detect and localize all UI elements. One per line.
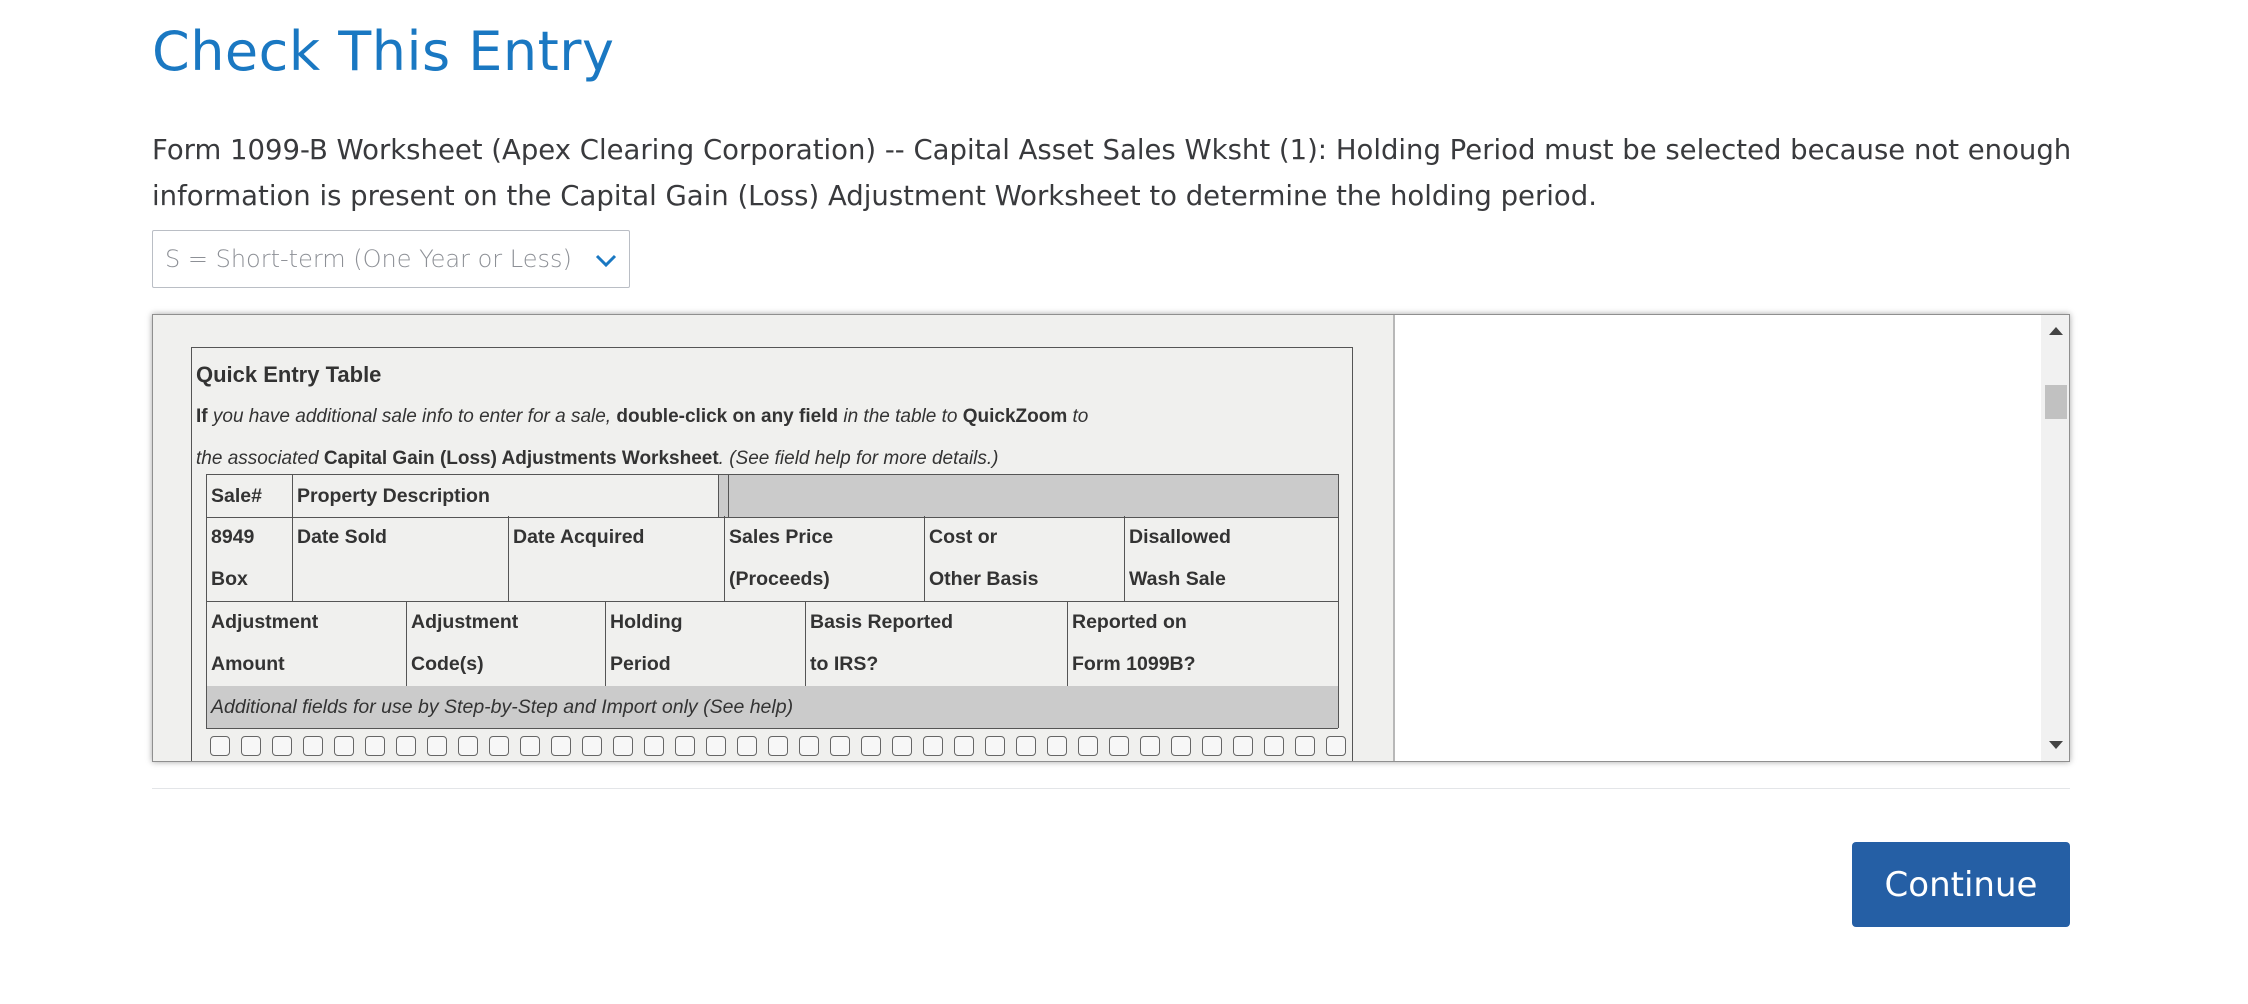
quick-entry-title: Quick Entry Table xyxy=(196,362,382,387)
header-sales-price-l1: Sales Price xyxy=(729,526,834,548)
quick-entry-instructions-line1 xyxy=(196,406,1088,428)
additional-field-checkbox[interactable] xyxy=(613,736,633,756)
additional-field-checkbox[interactable] xyxy=(1109,736,1129,756)
header-adjustment-codes[interactable] xyxy=(406,601,605,686)
grid-right-border xyxy=(1338,474,1339,728)
header-8949-box-l1: 8949 xyxy=(211,526,255,548)
instr-double-click: double-click on any field xyxy=(616,406,839,427)
additional-field-checkbox[interactable] xyxy=(1047,736,1067,756)
holding-period-select[interactable] xyxy=(152,230,630,288)
header-adjustment-codes-l2: Code(s) xyxy=(411,653,484,675)
additional-field-checkbox[interactable] xyxy=(1078,736,1098,756)
additional-field-checkbox[interactable] xyxy=(1326,736,1346,756)
holding-period-select-value: S = Short-term (One Year or Less) xyxy=(165,245,572,273)
additional-field-checkbox[interactable] xyxy=(861,736,881,756)
header-basis-reported-l1: Basis Reported xyxy=(810,611,954,633)
header-cost-basis[interactable] xyxy=(924,516,1124,601)
scroll-down-arrow-icon[interactable] xyxy=(2049,741,2063,749)
header-adjustment-amount-l1: Adjustment xyxy=(211,611,319,633)
header-holding-period-l2: Period xyxy=(610,653,671,675)
quick-entry-instructions-line2 xyxy=(196,448,999,470)
header-row-4 xyxy=(206,686,1338,729)
continue-button[interactable]: Continue xyxy=(1852,842,2070,927)
header-reported-on-1099b-l2: Form 1099B? xyxy=(1072,653,1196,675)
additional-field-checkbox[interactable] xyxy=(1140,736,1160,756)
header-adjustment-amount-l2: Amount xyxy=(211,653,285,675)
additional-field-checkbox[interactable] xyxy=(830,736,850,756)
header-8949-box[interactable] xyxy=(206,516,292,601)
instr-worksheet-name: Capital Gain (Loss) Adjustments Worksheet xyxy=(323,448,719,469)
additional-field-checkbox[interactable] xyxy=(675,736,695,756)
additional-field-checkbox[interactable] xyxy=(396,736,416,756)
instr-text-2: in the table to xyxy=(838,406,963,427)
additional-field-checkbox[interactable] xyxy=(458,736,478,756)
additional-field-checkbox[interactable] xyxy=(923,736,943,756)
additional-field-checkbox[interactable] xyxy=(272,736,292,756)
instr-text-3: to xyxy=(1067,406,1089,427)
additional-field-checkbox[interactable] xyxy=(1233,736,1253,756)
header-date-sold[interactable]: Date Sold xyxy=(292,516,508,601)
additional-field-checkbox[interactable] xyxy=(1295,736,1315,756)
header-sale-no[interactable]: Sale# xyxy=(206,475,292,517)
additional-field-checkbox[interactable] xyxy=(892,736,912,756)
additional-field-checkbox[interactable] xyxy=(489,736,509,756)
additional-fields-note: Additional fields for use by Step-by-Step and Import only (See help) xyxy=(206,686,1338,728)
additional-field-checkbox[interactable] xyxy=(365,736,385,756)
additional-field-checkbox[interactable] xyxy=(1016,736,1036,756)
header-basis-reported[interactable] xyxy=(805,601,1067,686)
header-row-3 xyxy=(206,601,1338,687)
header-8949-box-l2: Box xyxy=(211,568,248,590)
additional-field-checkbox[interactable] xyxy=(737,736,757,756)
header-date-acquired[interactable]: Date Acquired xyxy=(508,516,724,601)
additional-field-checkbox[interactable] xyxy=(520,736,540,756)
section-divider xyxy=(152,788,2070,789)
additional-field-checkbox[interactable] xyxy=(985,736,1005,756)
form-pane xyxy=(153,315,1395,761)
header-spacer xyxy=(718,475,728,517)
header-basis-reported-l2: to IRS? xyxy=(810,653,879,675)
additional-field-checkbox[interactable] xyxy=(334,736,354,756)
header-sales-price-l2: (Proceeds) xyxy=(729,568,830,590)
additional-field-checkbox[interactable] xyxy=(303,736,323,756)
scroll-up-arrow-icon[interactable] xyxy=(2049,327,2063,335)
additional-field-checkbox[interactable] xyxy=(799,736,819,756)
additional-field-checkbox[interactable] xyxy=(954,736,974,756)
vertical-scrollbar[interactable] xyxy=(2041,315,2069,761)
header-holding-period-l1: Holding xyxy=(610,611,683,633)
quick-entry-grid xyxy=(206,474,1338,761)
additional-field-checkbox[interactable] xyxy=(210,736,230,756)
additional-field-checkbox[interactable] xyxy=(768,736,788,756)
header-wash-sale[interactable] xyxy=(1124,516,1338,601)
additional-field-checkbox[interactable] xyxy=(582,736,602,756)
instr-quickzoom: QuickZoom xyxy=(962,406,1068,427)
header-property-description[interactable]: Property Description xyxy=(292,475,718,517)
header-row-1 xyxy=(206,474,1338,518)
additional-field-checkbox[interactable] xyxy=(706,736,726,756)
scrollbar-thumb[interactable] xyxy=(2045,385,2067,419)
header-adjustment-codes-l1: Adjustment xyxy=(411,611,519,633)
form-viewer[interactable] xyxy=(152,314,2070,762)
additional-field-checkbox[interactable] xyxy=(1202,736,1222,756)
header-holding-period[interactable] xyxy=(605,601,805,686)
additional-field-checkbox[interactable] xyxy=(427,736,447,756)
header-cost-basis-l2: Other Basis xyxy=(929,568,1039,590)
header-wash-sale-l2: Wash Sale xyxy=(1129,568,1226,590)
header-sales-price[interactable] xyxy=(724,516,924,601)
header-reported-on-1099b-l1: Reported on xyxy=(1072,611,1187,633)
instr-text-5: . (See field help for more details.) xyxy=(718,448,999,469)
instr-text-4: the associated xyxy=(196,448,324,469)
page-title: Check This Entry xyxy=(152,20,615,83)
instr-if: If xyxy=(196,406,208,427)
instr-text-1: you have additional sale info to enter for a sale, xyxy=(207,406,617,427)
quick-entry-table xyxy=(191,347,1353,761)
additional-field-checkbox[interactable] xyxy=(1171,736,1191,756)
header-gray-area xyxy=(728,475,1338,517)
header-reported-on-1099b[interactable] xyxy=(1067,601,1338,686)
header-cost-basis-l1: Cost or xyxy=(929,526,998,548)
header-wash-sale-l1: Disallowed xyxy=(1129,526,1231,548)
additional-field-checkbox[interactable] xyxy=(1264,736,1284,756)
header-adjustment-amount[interactable] xyxy=(206,601,406,686)
additional-field-checkbox[interactable] xyxy=(551,736,571,756)
additional-field-checkbox[interactable] xyxy=(644,736,664,756)
additional-field-checkbox[interactable] xyxy=(241,736,261,756)
chevron-down-icon xyxy=(593,247,619,273)
header-row-2 xyxy=(206,516,1338,602)
error-message: Form 1099-B Worksheet (Apex Clearing Corporation) -- Capital Asset Sales Wksht (1): Holding Period must be selected because not enough information is present on the Capital Gain (Loss) Adjustment Worksheet to determine the holding period. xyxy=(152,134,2072,212)
